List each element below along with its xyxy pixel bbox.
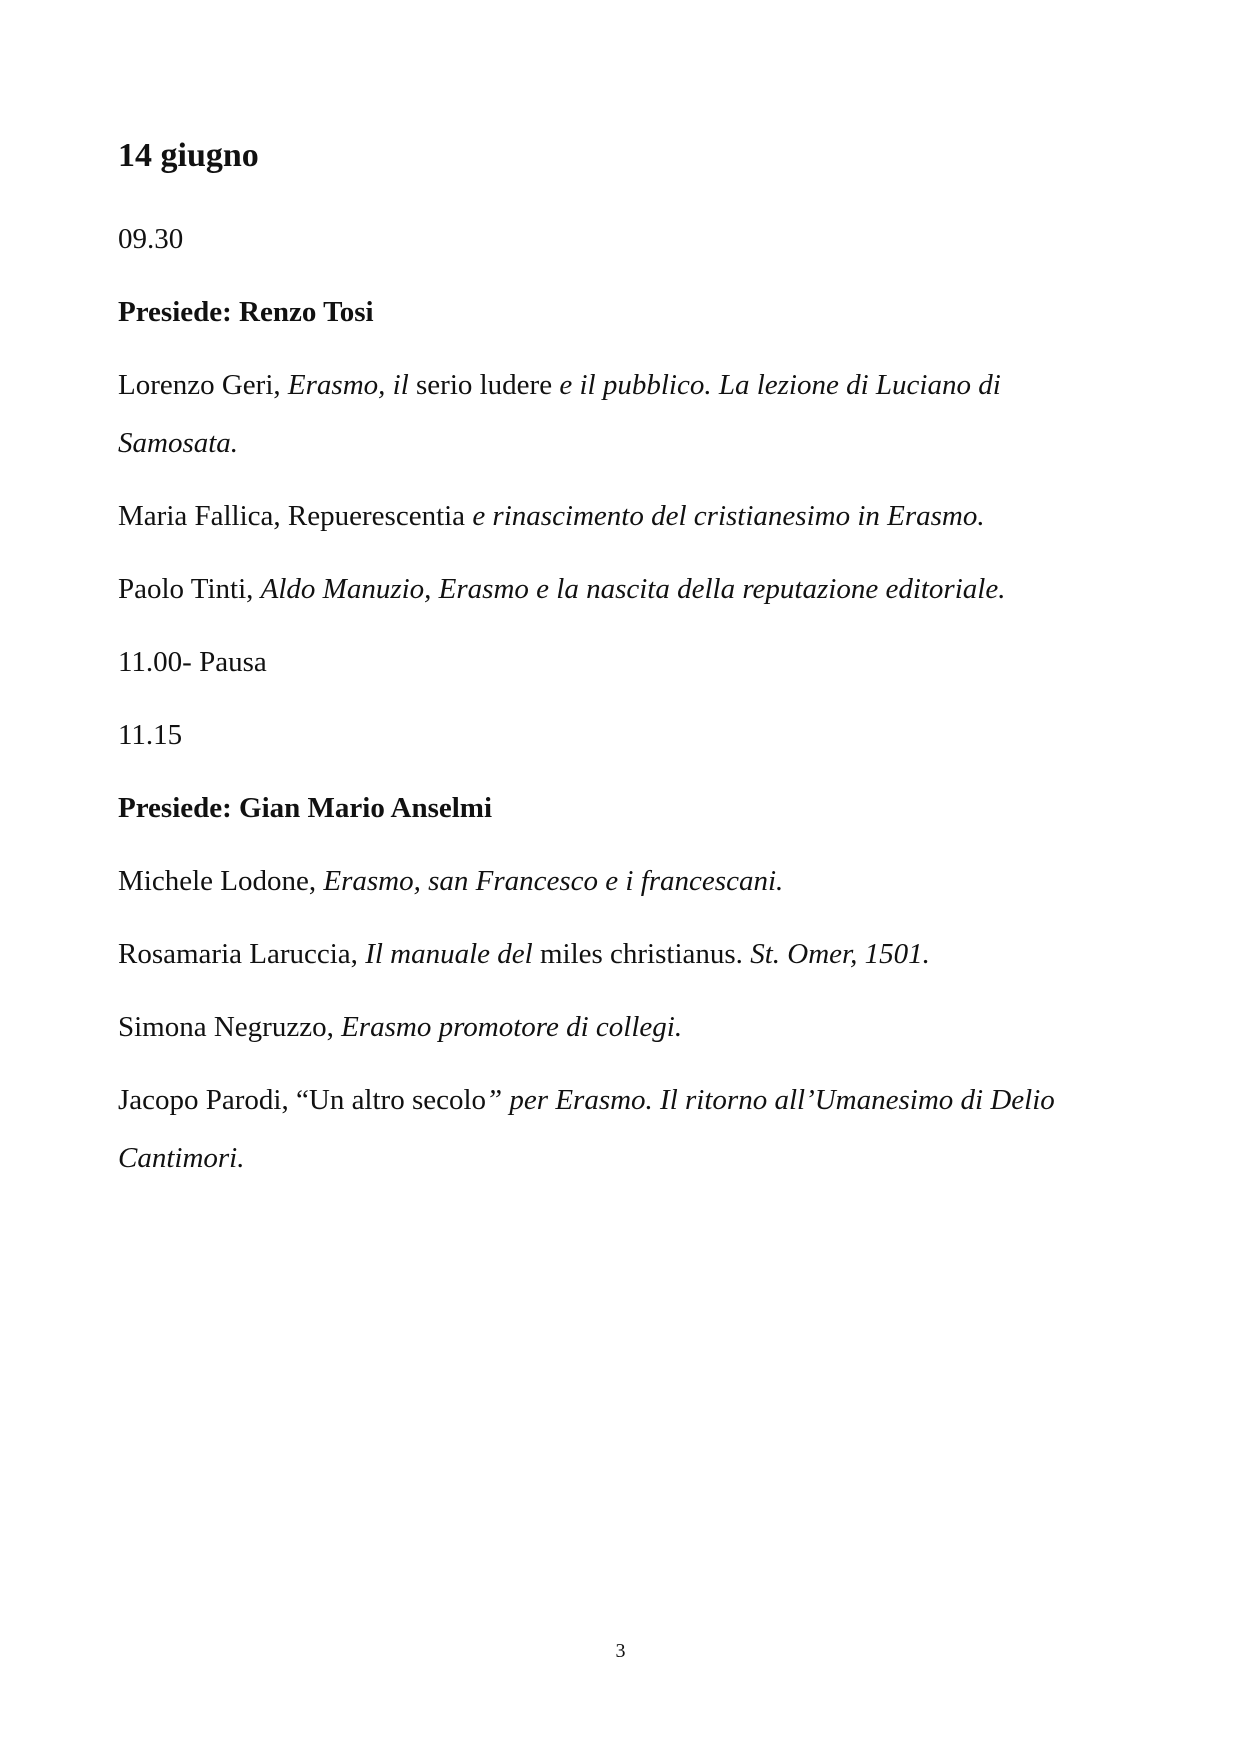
talk-title-part: e rinascimento del cristianesimo in Erasmo. (465, 499, 985, 532)
talk-speaker: Simona Negruzzo, (118, 1010, 342, 1043)
talk-entry (118, 925, 1118, 983)
talk-title-part: Erasmo, il (287, 368, 416, 401)
talk-entry (118, 487, 1118, 545)
session-chair: Presiede: Gian Mario Anselmi (118, 791, 492, 824)
talk-title-part: miles christianus. (539, 937, 743, 970)
talk-title-part: e il pubblico. La lezione di Luciano di Samosata. (118, 368, 1001, 459)
date-heading: 14 giugno (118, 137, 259, 174)
talk-speaker: Paolo Tinti, (118, 572, 261, 605)
talk-title-part: ” per Erasmo. Il ritorno all’Umanesimo di Delio Cantimori. (118, 1083, 1055, 1174)
talk-title-part: “Un altro secolo (296, 1083, 487, 1116)
talk-entry (118, 998, 1118, 1056)
talk-speaker: Maria Fallica, (118, 499, 288, 532)
session-chair: Presiede: Renzo Tosi (118, 295, 374, 328)
talk-title-part: Erasmo, san Francesco e i francescani. (323, 864, 784, 897)
talk-entry (118, 356, 1118, 472)
talk-speaker: Rosamaria Laruccia, (118, 937, 366, 970)
talk-title-part: serio ludere (416, 368, 553, 401)
talk-entry (118, 560, 1118, 618)
talk-entry (118, 1071, 1118, 1187)
session-time: 09.30 (118, 222, 184, 255)
talk-title-part: Aldo Manuzio, Erasmo e la nascita della reputazione editoriale. (260, 572, 1006, 605)
pause-line: 11.00- Pausa (118, 645, 267, 678)
talk-title-part: St. Omer, 1501. (742, 937, 930, 970)
talk-speaker: Jacopo Parodi, (118, 1083, 296, 1116)
session-time: 11.15 (118, 718, 183, 751)
talk-entry (118, 852, 1118, 910)
talk-speaker: Michele Lodone, (118, 864, 324, 897)
talk-speaker: Lorenzo Geri, (118, 368, 288, 401)
talk-title-part: Repuerescentia (287, 499, 466, 532)
programme-content (118, 136, 1118, 1202)
talk-title-part: Il manuale del (365, 937, 540, 970)
page-number: 3 (615, 1640, 626, 1662)
talk-title-part: Erasmo promotore di collegi. (341, 1010, 683, 1043)
